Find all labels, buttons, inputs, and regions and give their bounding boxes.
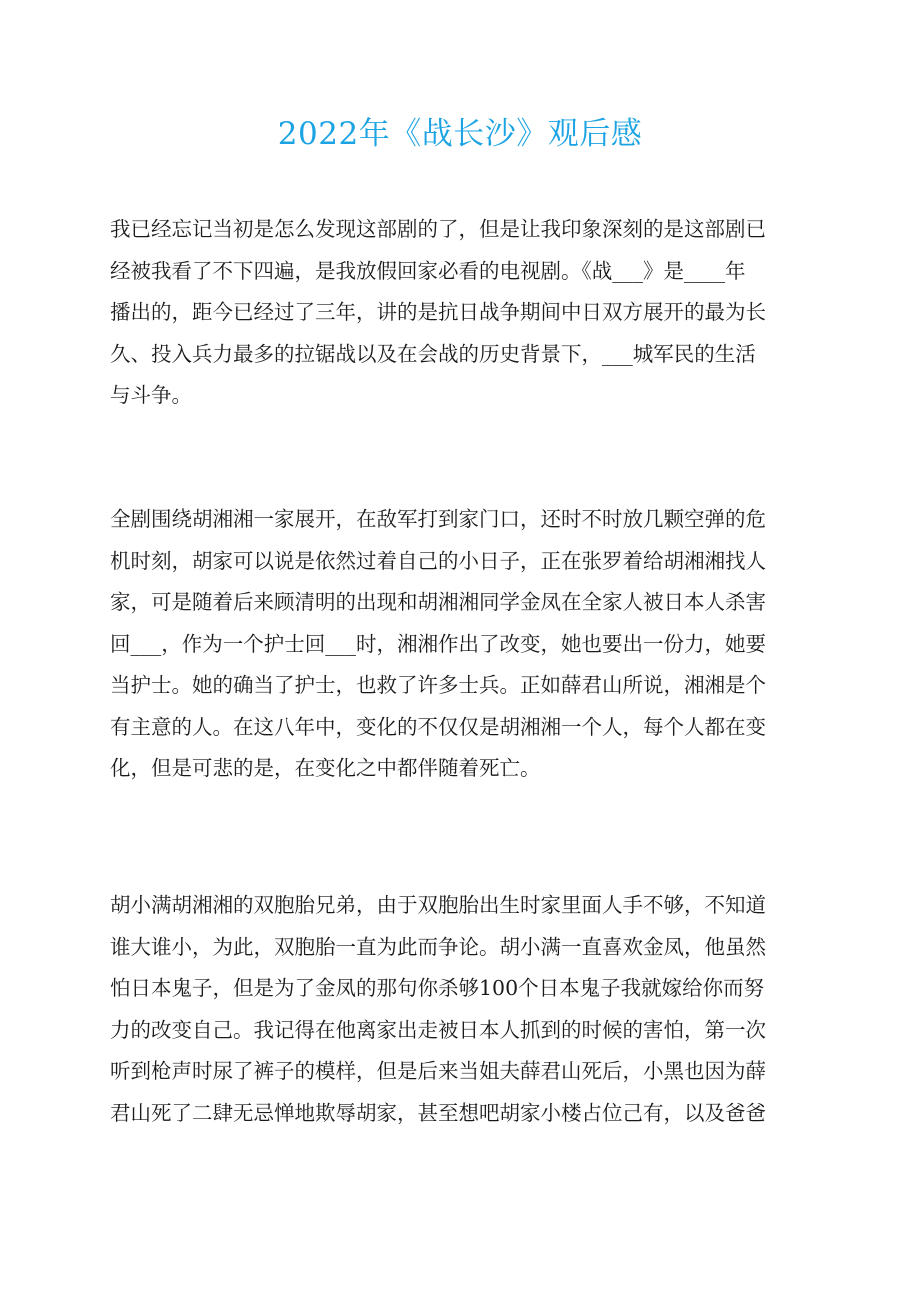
paragraph-3: [110, 885, 810, 1134]
paragraph-line: 播出的，距今已经过了三年，讲的是抗日战争期间中日双方展开的最为长: [110, 300, 766, 324]
paragraph-line: 力的改变自己。我记得在他离家出走被日本人抓到的时候的害怕，第一次: [110, 1017, 766, 1042]
paragraph-line: 与斗争。: [110, 383, 192, 407]
document-title: 2022年《战长沙》观后感: [277, 116, 643, 152]
paragraph-line: 久、投入兵力最多的拉锯战以及在会战的历史背景下，___城军民的生活: [110, 341, 756, 366]
paragraph-line: 我已经忘记当初是怎么发现这部剧的了，但是让我印象深刻的是这部剧已: [110, 217, 766, 241]
paragraph-line: 经被我看了不下四遍，是我放假回家必看的电视剧。《战___》是____年: [110, 258, 746, 283]
paragraph-line: 回___，作为一个护士回___时，湘湘作出了改变，她也要出一份力，她要: [110, 631, 766, 656]
paragraph-line: 胡小满胡湘湘的双胞胎兄弟，由于双胞胎出生时家里面人手不够，不知道: [110, 893, 766, 917]
paragraph-line: 君山死了二肆无忌惮地欺辱胡家，甚至想吧胡家小楼占位己有，以及爸爸: [110, 1100, 766, 1125]
paragraph-line: 怕日本鬼子，但是为了金凤的那句你杀够100个日本鬼子我就嫁给你而努: [110, 976, 765, 1000]
paragraph-line: 全剧围绕胡湘湘一家展开，在敌军打到家门口，还时不时放几颗空弹的危: [110, 507, 766, 531]
paragraph-line: 机时刻，胡家可以说是依然过着自己的小日子，正在张罗着给胡湘湘找人: [110, 548, 766, 573]
paragraph-line: 化，但是可悲的是，在变化之中都伴随着死亡。: [110, 756, 541, 780]
paragraph-line: 当护士。她的确当了护士，也救了许多士兵。正如薛君山所说，湘湘是个: [110, 673, 766, 697]
paragraph-line: 家，可是随着后来顾清明的出现和胡湘湘同学金凤在全家人被日本人杀害: [110, 590, 766, 614]
paragraph-line: 听到枪声时尿了裤子的模样，但是后来当姐夫薛君山死后，小黑也因为薛: [110, 1059, 766, 1083]
paragraph-line: 谁大谁小，为此，双胞胎一直为此而争论。胡小满一直喜欢金凤，他虽然: [110, 934, 766, 959]
paragraph-line: 有主意的人。在这八年中，变化的不仅仅是胡湘湘一个人，每个人都在变: [110, 714, 766, 739]
paragraph-2: [110, 499, 810, 790]
paragraph-1: [110, 209, 810, 417]
